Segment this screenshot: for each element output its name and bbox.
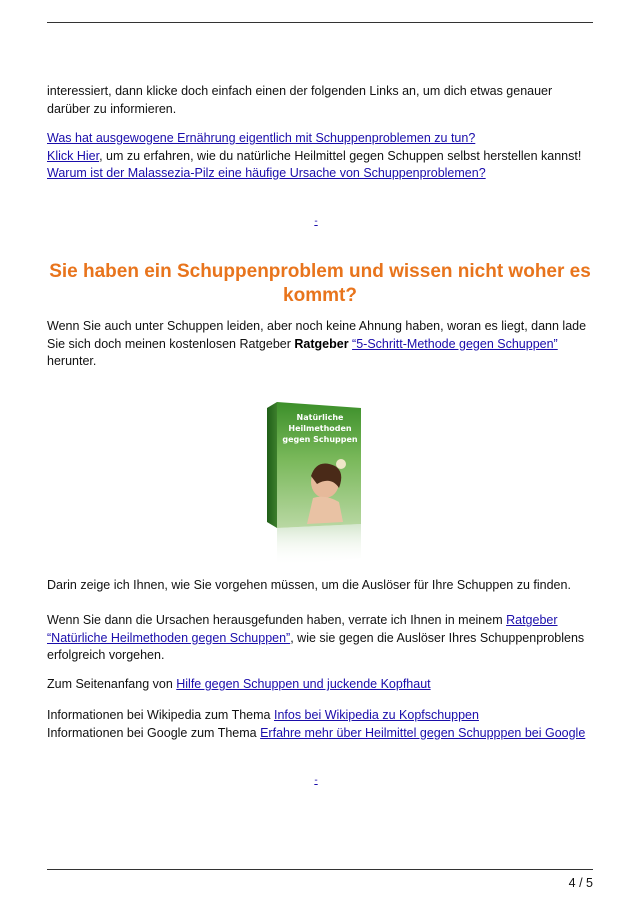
link2-rest-text: , um zu erfahren, wie du natürliche Heilmittel gegen Schuppen selbst herstellen kannst! <box>99 148 582 163</box>
para1-after: herunter. <box>47 354 97 368</box>
paragraph-informationen <box>47 707 593 742</box>
link-google[interactable]: Erfahre mehr über Heilmittel gegen Schupppen bei Google <box>260 725 586 740</box>
intro-text: interessiert, dann klicke doch einfach einen der folgenden Links an, um dich etwas genauer darüber zu informieren. <box>47 84 553 116</box>
link-seitenanfang[interactable]: Hilfe gegen Schuppen und juckende Kopfhaut <box>176 677 431 691</box>
separator-link[interactable]: - <box>314 775 318 786</box>
link-malassezia[interactable]: Warum ist der Malassezia-Pilz eine häufige Ursache von Schuppenproblemen? <box>47 166 486 180</box>
paragraph-ratgeber <box>47 318 593 371</box>
section-heading: Sie haben ein Schuppenproblem und wissen nicht woher es kommt? <box>49 261 591 306</box>
book-title-line: gegen Schuppen <box>282 435 358 444</box>
page-number: 4 / 5 <box>568 876 593 890</box>
book-title <box>281 412 359 445</box>
intro-paragraph <box>47 83 593 118</box>
para3-after: , wie sie gegen die Auslöser Ihres Schuppenproblens erfolgreich vorgehen. <box>47 630 585 662</box>
para1-text: Wenn Sie auch unter Schuppen leiden, aber noch keine Ahnung haben, woran es liegt, dann lade Sie sich doch meinen kostenlosen Ratgeber <box>47 319 587 351</box>
book-title-line: Natürliche <box>296 413 344 422</box>
wiki-label: Informationen bei Wikipedia zum Thema <box>47 708 274 722</box>
book-title-line: Heilmethoden <box>288 424 352 433</box>
footer-rule <box>47 869 593 870</box>
header-rule <box>47 22 593 23</box>
link-5-schritt-methode[interactable]: “5-Schritt-Methode gegen Schuppen” <box>352 336 558 351</box>
paragraph-ursachen <box>47 612 593 665</box>
para3-before: Wenn Sie dann die Ursachen herausgefunden haben, verrate ich Ihnen in meinem <box>47 613 507 627</box>
link-ratgeber-heilmethoden[interactable]: Ratgeber “Natürliche Heilmethoden gegen Schuppen” <box>47 613 558 645</box>
para1-bold: Ratgeber <box>294 336 349 351</box>
link-ernaehrung[interactable]: Was hat ausgewogene Ernährung eigentlich mit Schuppenproblemen zu tun? <box>47 131 476 145</box>
link-wikipedia[interactable]: Infos bei Wikipedia zu Kopfschuppen <box>273 708 479 722</box>
paragraph-seitenanfang <box>47 676 593 694</box>
link-klick-hier[interactable]: Klick Hier <box>47 148 100 163</box>
para4-before: Zum Seitenanfang von <box>47 677 177 691</box>
separator-link[interactable]: - <box>314 216 318 227</box>
links-block <box>47 130 593 183</box>
book-cover-image <box>255 398 375 568</box>
paragraph-ausloeser: Darin zeige ich Ihnen, wie Sie vorgehen müssen, um die Auslöser für Ihre Schuppen zu finden. <box>47 578 571 592</box>
google-label: Informationen bei Google zum Thema <box>47 725 261 740</box>
